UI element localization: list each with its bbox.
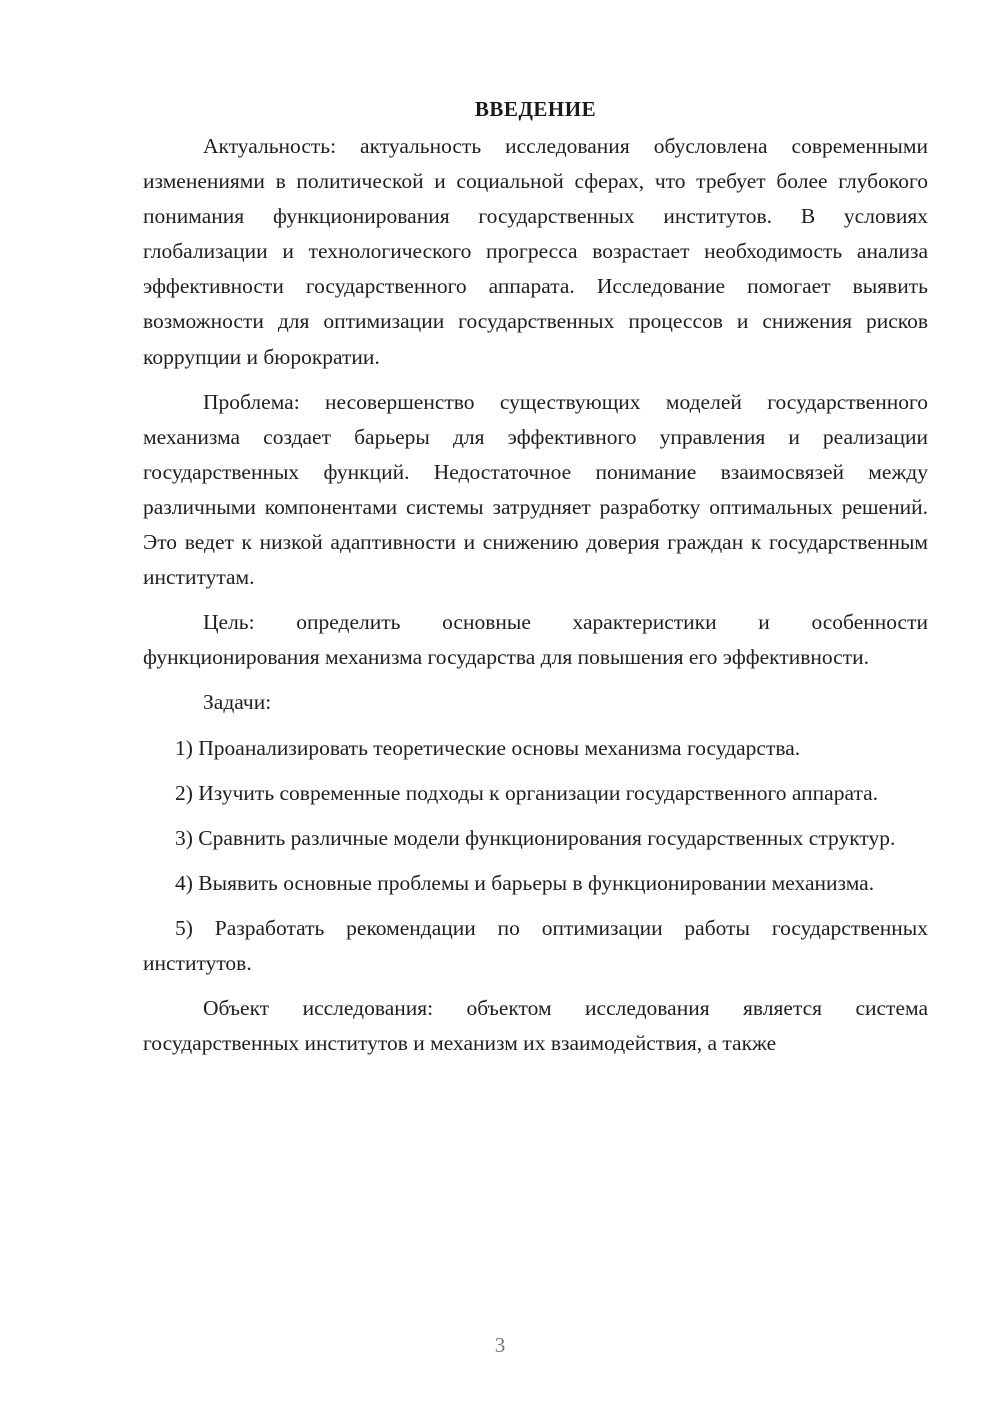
relevance-paragraph: Актуальность: актуальность исследования обусловлена современными изменениями в политической и социальной сферах, что требует более глубокого понимания функционирования государственных институтов. В условиях глобализации и технологического прогресса возрастает необходимость анализа эффективности государственного аппарата. Исследование помогает выявить возможности для оптимизации государственных процессов и снижения рисков коррупции и бюрократии.	[143, 134, 928, 369]
page-number: 3	[494, 1333, 506, 1357]
tasks-label: Задачи:	[203, 690, 272, 715]
task-item-3: 3) Сравнить различные модели функционирования государственных структур.	[175, 825, 896, 850]
task-item-1: 1) Проанализировать теоретические основы механизма государства.	[175, 735, 801, 760]
section-heading: ВВЕДЕНИЕ	[474, 97, 597, 121]
problem-paragraph: Проблема: несовершенство существующих моделей государственного механизма создает барьеры для эффективного управления и реализации государственных функций. Недостаточное понимание взаимосвязей между различными компонентами системы затрудняет разработку оптимальных решений. Это ведет к низкой адаптивности и снижению доверия граждан к государственным институтам.	[143, 389, 928, 590]
document-page	[143, 92, 928, 1071]
task-item-5: 5) Разработать рекомендации по оптимизации работы государственных институтов.	[143, 915, 928, 975]
object-paragraph: Объект исследования: объектом исследования является система государственных институтов и механизм их взаимодействия, а также	[143, 996, 928, 1056]
goal-paragraph: Цель: определить основные характеристики и особенности функционирования механизма государства для повышения его эффективности.	[143, 610, 928, 670]
task-item-2: 2) Изучить современные подходы к организации государственного аппарата.	[175, 780, 879, 805]
task-item-4: 4) Выявить основные проблемы и барьеры в функционировании механизма.	[175, 870, 875, 895]
